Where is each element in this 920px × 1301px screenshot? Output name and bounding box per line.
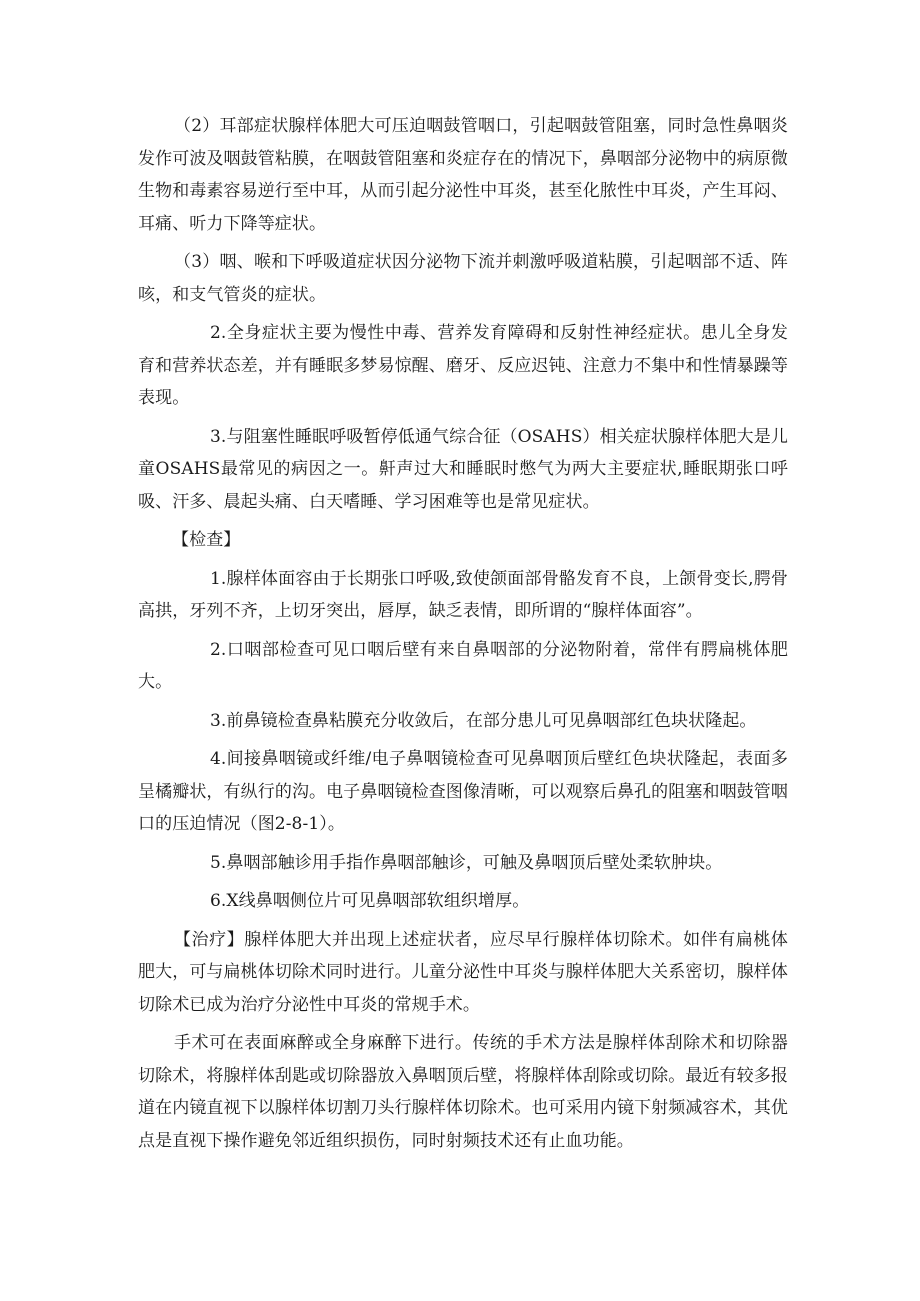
paragraph-ear-symptoms: （2）耳部症状腺样体肥大可压迫咽鼓管咽口，引起咽鼓管阻塞，同时急性鼻咽炎发作可波及咽鼓管粘膜，在咽鼓管阻塞和炎症存在的情况下，鼻咽部分泌物中的病原微生物和毒素容易逆行至中耳，从而引起分泌性中耳炎，甚至化脓性中耳炎，产生耳闷、耳痛、听力下降等症状。 — [138, 116, 788, 234]
item-number: 1 — [210, 568, 221, 589]
item-number: 5 — [210, 852, 221, 873]
exam-item-5 — [138, 847, 788, 880]
exam-item-4 — [138, 743, 788, 841]
exam-item-1 — [138, 563, 788, 628]
paragraph-treatment — [138, 924, 788, 1022]
paragraph-surgery: 手术可在表面麻醉或全身麻醉下进行。传统的手术方法是腺样体刮除术和切除器切除术，将腺样体刮匙或切除器放入鼻咽顶后壁，将腺样体刮除或切除。最近有较多报道在内镜直视下以腺样体切割刀头行腺样体切除术。也可采用内镜下射频减容术，其优点是直视下操作避免邻近组织损伤，同时射频技术还有止血功能。 — [138, 1033, 788, 1151]
document-page — [138, 110, 788, 1163]
exam-item-2 — [138, 634, 788, 699]
item-text: .鼻咽部触诊用手指作鼻咽部触诊，可触及鼻咽顶后壁处柔软肿块。 — [220, 852, 723, 873]
paragraph-osahs-symptoms — [138, 421, 788, 519]
item-text: .间接鼻咽镜或纤维/电子鼻咽镜检查可见鼻咽顶后壁红色块状隆起，表面多呈橘瓣状，有纵行的沟。电子鼻咽镜检查图像清晰，可以观察后鼻孔的阻塞和咽鼓管咽口的压迫情况（图2-8-1）。 — [138, 749, 788, 834]
section-heading-exam: 【检查】 — [172, 530, 241, 550]
item-number: 4 — [210, 749, 221, 769]
paragraph-throat-symptoms: （3）咽、喉和下呼吸道症状因分泌物下流并刺激呼吸道粘膜，引起咽部不适、阵咳，和支气管炎的症状。 — [138, 252, 788, 305]
item-text: .全身症状主要为慢性中毒、营养发育障碍和反射性神经症状。患儿全身发育和营养状态差，并有睡眠多梦易惊醒、磨牙、反应迟钝、注意力不集中和性情暴躁等表现。 — [138, 323, 788, 408]
item-text: .口咽部检查可见口咽后壁有来自鼻咽部的分泌物附着，常伴有腭扁桃体肥大。 — [138, 639, 788, 692]
treatment-text: 腺样体肥大并出现上述症状者，应尽早行腺样体切除术。如伴有扁桃体肥大，可与扁桃体切除术同时进行。儿童分泌性中耳炎与腺样体肥大关系密切，腺样体切除术已成为治疗分泌性中耳炎的常规手术。 — [138, 929, 788, 1015]
item-number: 6 — [210, 891, 221, 911]
item-text: .与阻塞性睡眠呼吸暂停低通气综合征（OSAHS）相关症状腺样体肥大是儿童OSAHS最常见的病因之一。鼾声过大和睡眠时憋气为两大主要症状,睡眠期张口呼吸、汗多、晨起头痛、白天嗜睡、学习困难等也是常见症状。 — [138, 426, 788, 512]
exam-item-6 — [138, 885, 788, 918]
paragraph-systemic-symptoms — [138, 317, 788, 415]
item-number: 2 — [210, 639, 221, 660]
item-text: .X线鼻咽侧位片可见鼻咽部软组织增厚。 — [220, 891, 530, 911]
exam-item-3 — [138, 705, 788, 738]
item-number: 3 — [210, 426, 221, 447]
section-heading-treatment: 【治疗】 — [174, 929, 245, 950]
item-text: .腺样体面容由于长期张口呼吸,致使颌面部骨骼发育不良，上颌骨变长,腭骨高拱，牙列不齐，上切牙突出，唇厚，缺乏表情，即所谓的“腺样体面容”。 — [138, 568, 788, 621]
item-number: 3 — [210, 710, 221, 731]
item-text: .前鼻镜检查鼻粘膜充分收敛后，在部分患儿可见鼻咽部红色块状隆起。 — [220, 710, 757, 731]
item-number: 2 — [210, 323, 221, 343]
